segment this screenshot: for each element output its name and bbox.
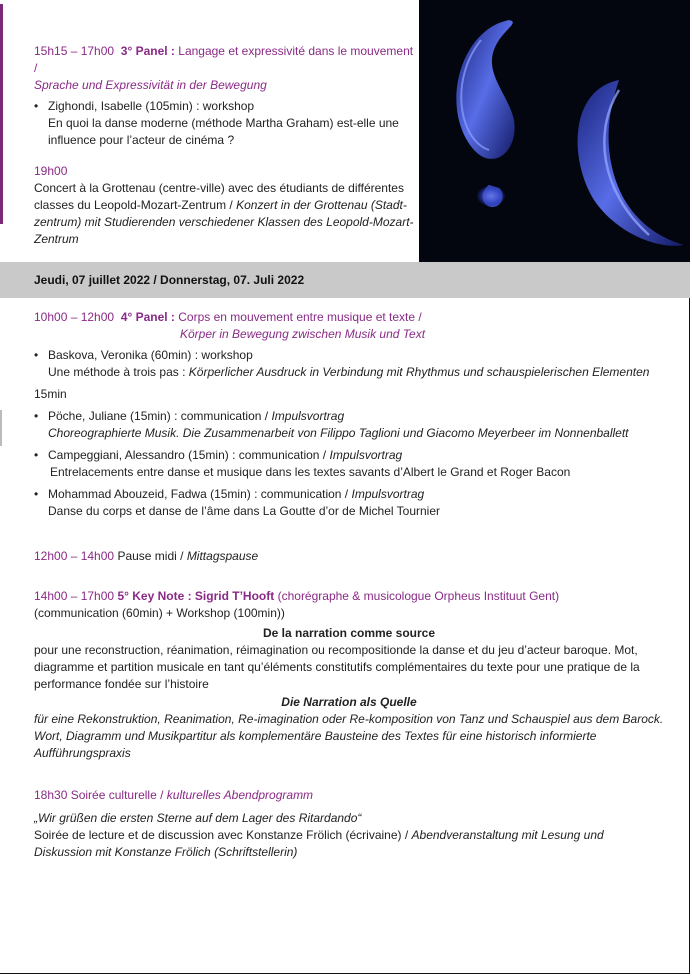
panel-4-pause: 15min xyxy=(34,387,67,401)
day-header-band xyxy=(0,262,690,298)
keynote-text-de-2: Wort, Diagramm und Musikpartitur als komplementäre Bausteine des Textes für eine historisch informierte xyxy=(34,729,597,743)
panel-3-item-desc-1: En quoi la danse moderne (méthode Martha Graham) est-elle une xyxy=(48,116,399,130)
keynote-heading-de: Die Narration als Quelle xyxy=(281,695,417,709)
lunch-section xyxy=(34,548,674,565)
concert-line-3: zentrum) mit Studierenden verschiedener Klassen des Leopold-Mozart- xyxy=(34,215,414,229)
panel-4-item-3 xyxy=(34,447,674,481)
accent-sidebar xyxy=(0,4,3,224)
panel-4-item-4-name-de: Impulsvortrag xyxy=(351,487,425,501)
panel-4-item-2 xyxy=(34,408,674,442)
keynote-text-de-1: für eine Rekonstruktion, Reanimation, Re-imagination oder Re-komposition von Tanz und Schauspiel aus dem Barock. xyxy=(34,712,664,726)
concert-time: 19h00 xyxy=(34,164,68,178)
keynote-section xyxy=(34,588,664,762)
panel-4-item-2-name-line xyxy=(48,408,674,425)
panel-4-item-1-desc-de: Körperlicher Ausdruck in Verbindung mit Rhythmus und schauspielerischen Elementen xyxy=(188,365,650,379)
panel-4-item-1-name: • Baskova, Veronika (60min) : workshop xyxy=(48,348,253,362)
keynote-time: 14h00 – 17h00 xyxy=(34,589,115,603)
panel-3-topic-de: Sprache und Expressivität in der Bewegung xyxy=(34,78,267,92)
keynote-affiliation: (chorégraphe & musicologue Orpheus Instituut Gent) xyxy=(277,589,560,603)
panel-4-topic-fr: Corps en mouvement entre musique et texte / xyxy=(178,310,422,324)
blue-fabric-figure xyxy=(419,0,690,262)
panel-4-item-2-name: Pöche, Juliane (15min) : communication / xyxy=(48,409,269,423)
panel-4-item-1-desc xyxy=(48,364,674,381)
keynote-format: (communication (60min) + Workshop (100min)) xyxy=(34,606,285,620)
panel-4-item-3-desc: Entrelacements entre danse et musique dans les textes savants d’Albert le Grand et Roger Bacon xyxy=(50,465,571,479)
lunch-label-de: Mittagspause xyxy=(186,549,259,563)
panel-4-item-1 xyxy=(34,347,674,381)
day-header: Jeudi, 07 juillet 2022 / Donnerstag, 07. Juli 2022 xyxy=(34,273,305,287)
panel-4-item-3-name: Campeggiani, Alessandro (15min) : communication / xyxy=(48,448,327,462)
evening-label-de: kulturelles Abendprogramm xyxy=(166,788,314,802)
panel-3-item-name: • Zighondi, Isabelle (105min) : workshop xyxy=(48,99,255,113)
evening-line-1-de: Abendveranstaltung mit Lesung und xyxy=(411,828,604,842)
dance-photo xyxy=(419,0,690,262)
panel-4-item-2-desc: Choreographierte Musik. Die Zusammenarbeit von Filippo Taglioni und Giacomo Meyerbeer im Nonnenballett xyxy=(48,426,629,440)
panel-3-topic-fr: Langage et expressivité dans le mouvement / xyxy=(34,44,414,75)
keynote-text-fr-1: pour une reconstruction, réanimation, réimagination ou recompositionde la danse et du jeu d’acteur baroque. Mot, xyxy=(34,643,638,657)
panel-3-heading xyxy=(34,43,414,77)
evening-line-1 xyxy=(34,827,664,844)
concert-section xyxy=(34,163,414,248)
panel-4-title: 4° Panel : xyxy=(120,310,175,324)
concert-line-2-fr: classes du Leopold-Mozart-Zentrum / xyxy=(34,198,233,212)
concert-line-2 xyxy=(34,197,414,214)
lunch-time: 12h00 – 14h00 xyxy=(34,549,115,563)
evening-time: 18h30 Soirée culturelle / xyxy=(34,788,164,802)
concert-line-4: Zentrum xyxy=(34,232,79,246)
evening-line-1-fr: Soirée de lecture et de discussion avec Konstanze Frölich (écrivaine) / xyxy=(34,828,409,842)
panel-4-heading xyxy=(34,309,674,326)
panel-3-item xyxy=(34,98,414,149)
keynote-text-fr-3: performance fondée sur l’histoire xyxy=(34,677,209,691)
panel-3-item-desc-2: influence pour l’acteur de cinéma ? xyxy=(48,133,235,147)
margin-mark xyxy=(0,410,2,446)
panel-3-time: 15h15 – 17h00 xyxy=(34,44,115,58)
keynote-text-fr-2: diagramme et partition musicale en tant qu’éléments constitutifs complémentaires du texte pour une pratique de la xyxy=(34,660,640,674)
panel-4-item-4-name: Mohammad Abouzeid, Fadwa (15min) : communication / xyxy=(48,487,349,501)
evening-line-2: Diskussion mit Konstanze Frölich (Schriftstellerin) xyxy=(34,845,298,859)
panel-4-item-4-name-line xyxy=(48,486,674,503)
concert-line-2-de: Konzert in der Grottenau (Stadt- xyxy=(236,198,407,212)
panel-4-item-3-name-line xyxy=(48,447,674,464)
panel-4-section xyxy=(34,309,674,520)
lunch-label-fr: Pause midi / xyxy=(117,549,184,563)
panel-3-title: 3° Panel : xyxy=(120,44,175,58)
panel-4-item-4 xyxy=(34,486,674,520)
panel-3-section xyxy=(34,43,414,149)
evening-section xyxy=(34,787,664,861)
panel-4-item-1-desc-fr: Une méthode à trois pas : xyxy=(48,365,186,379)
keynote-heading xyxy=(34,588,664,605)
panel-4-item-2-name-de: Impulsvortrag xyxy=(271,409,345,423)
concert-line-1: Concert à la Grottenau (centre-ville) avec des étudiants de différentes xyxy=(34,181,404,195)
keynote-title: 5° Key Note : Sigrid T’Hooft xyxy=(117,589,275,603)
panel-4-topic-de: Körper in Bewegung zwischen Musik und Text xyxy=(180,327,426,341)
panel-4-item-4-desc: Danse du corps et danse de l’âme dans La Goutte d’or de Michel Tournier xyxy=(48,504,441,518)
keynote-heading-fr: De la narration comme source xyxy=(262,626,436,640)
panel-4-time: 10h00 – 12h00 xyxy=(34,310,115,324)
evening-quote: „Wir grüßen die ersten Sterne auf dem Lager des Ritardando“ xyxy=(34,811,362,825)
evening-heading xyxy=(34,787,664,804)
keynote-text-de-3: Aufführungspraxis xyxy=(34,746,131,760)
panel-4-item-3-name-de: Impulsvortrag xyxy=(329,448,403,462)
